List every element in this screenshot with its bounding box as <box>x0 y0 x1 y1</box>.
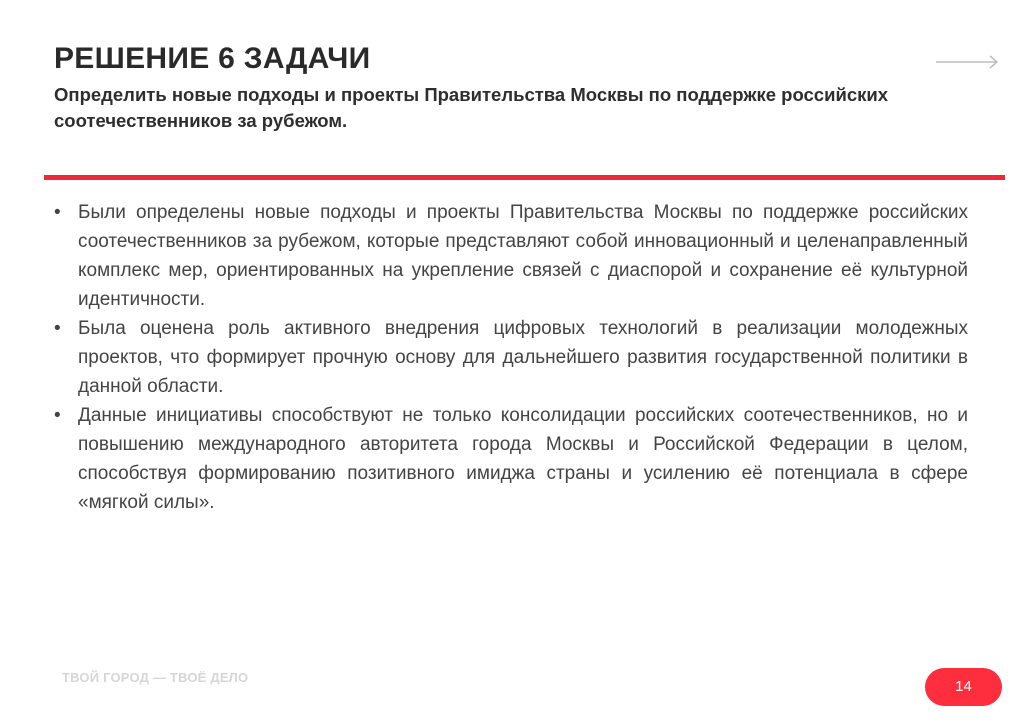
page-number-badge: 14 <box>925 668 1002 706</box>
bullet-marker: • <box>54 405 61 426</box>
slide-title: РЕШЕНИЕ 6 ЗАДАЧИ <box>54 42 371 75</box>
list-item <box>54 401 968 517</box>
accent-divider <box>44 175 1005 180</box>
slide-subtitle: Определить новые подходы и проекты Правительства Москвы по поддержке российских соотечественников за рубежом. <box>54 84 889 131</box>
list-item-text: Была оценена роль активного внедрения цифровых технологий в реализации молодежных проектов, что формирует прочную основу для дальнейшего развития государственной политики в данной области. <box>78 318 968 397</box>
bullet-marker: • <box>54 202 61 223</box>
footer-brand: ТВОЙ ГОРОД — ТВОЁ ДЕЛО <box>62 670 249 685</box>
arrow-right-icon[interactable] <box>935 55 999 69</box>
bullet-list <box>54 198 968 517</box>
bullet-marker: • <box>54 318 61 339</box>
list-item-text: Были определены новые подходы и проекты Правительства Москвы по поддержке российских соотечественников за рубежом, которые представляют собой инновационный и целенаправленный комплекс мер, ориентированных на укрепление связей с диаспорой и сохранение её культурной идентичности. <box>78 202 968 310</box>
list-item-text: Данные инициативы способствуют не только консолидации российских соотечественников, но и повышению международного авторитета города Москвы и Российской Федерации в целом, способствуя формированию позитивного имиджа страны и усилению её потенциала в сфере «мягкой силы». <box>78 405 968 513</box>
list-item <box>54 314 968 401</box>
list-item <box>54 198 968 314</box>
